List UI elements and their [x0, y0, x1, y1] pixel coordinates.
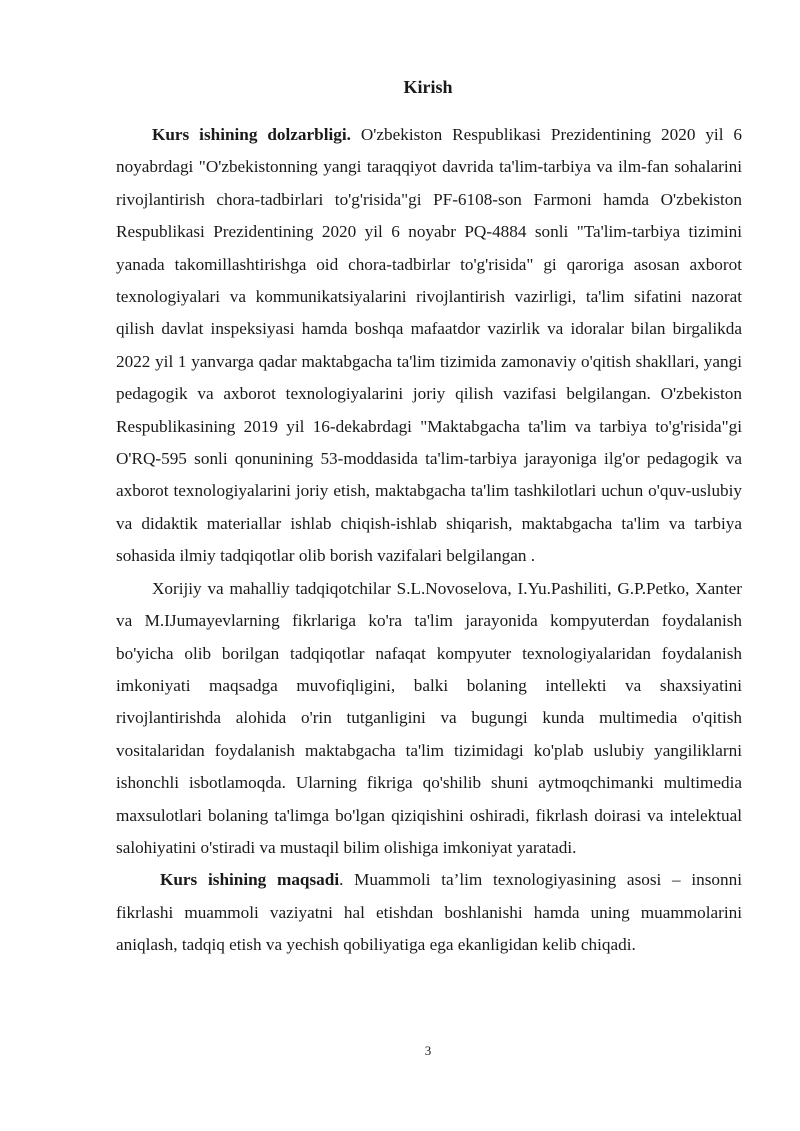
paragraph-text: . Muammoli ta’lim texnologiyasining asosi – insonni fikrlashi muammoli vaziyatni hal etishdan boshlanishi hamda uning muammolarini aniqlash, tadqiq etish va yechish qobiliyatiga ega ekanligidan kelib chiqadi.	[116, 870, 742, 955]
paragraph-maqsadi	[116, 864, 742, 961]
paragraph-lead: Kurs ishining maqsadi	[160, 870, 340, 890]
body-text	[116, 119, 742, 962]
paragraph-researchers	[116, 573, 742, 865]
paragraph-lead: Kurs ishining dolzarbligi.	[152, 125, 351, 144]
paragraph-text: O'zbekiston Respublikasi Prezidentining 2020 yil 6 noyabrdagi "O'zbekistonning yangi taraqqiyot davrida ta'lim-tarbiya va ilm-fan sohalarini rivojlantirish chora-tadbirlari to'g'risida"gi PF-6108-son Farmoni hamda O'zbekiston Respublikasi Prezidentining 2020 yil 6 noyabr PQ-4884 sonli "Ta'lim-tarbiya tizimini yanada takomillashtirishga oid chora-tadbirlar to'g'risida" gi qaroriga asosan axborot texnologiyalari va kommunikatsiyalarini rivojlantirish vazirligi, ta'lim sifatini nazorat qilish davlat inspeksiyasi hamda boshqa mafaatdor vazirlik va idoralar bilan birgalikda 2022 yil 1 yanvarga qadar maktabgacha ta'lim tizimida zamonaviy o'qitish shakllari, yangi pedagogik va axborot texnologiyalarini joriy qilish vazifasi belgilangan. O'zbekiston Respublikasining 2019 yil 16-dekabrdagi "Maktabgacha ta'lim va tarbiya to'g'risida"gi O'RQ-595 sonli qonunining 53-moddasida ta'lim-tarbiya jarayoniga ilg'or pedagogik va axborot texnologiyalarini joriy etish, maktabgacha ta'lim tashkilotlari uchun o'quv-uslubiy va didaktik materiallar ishlab chiqish-ishlab shiqarish, maktabgacha ta'lim va tarbiya sohasida ilmiy tadqiqotlar olib borish vazifalari belgilangan .	[116, 125, 742, 566]
page-number: 3	[424, 1043, 432, 1058]
paragraph-dolzarbligi	[116, 119, 742, 573]
paragraph-text: Xorijiy va mahalliy tadqiqotchilar S.L.Novoselova, I.Yu.Pashiliti, G.P.Petko, Xanter va M.IJumayevlarning fikrlariga ko'ra ta'lim jarayonida kompyuterdan foydalanish bo'yicha olib borilgan tadqiqotlar nafaqat kompyuter texnologiyalaridan foydalanish imkoniyati maqsadga muvofiqligini, balki bolaning intellekti va shaxsiyatini rivojlantirishda alohida o'rin tutganligini va bugungi kunda multimedia o'qitish vositalaridan foydalanish maktabgacha ta'lim tizimidagi ko'plab uslubiy yangiliklarni ishonchli isbotlamoqda. Ularning fikriga qo'shilib shuni aytmoqchimanki multimedia maxsulotlari bolaning ta'limga bo'lgan qiziqishini oshiradi, fikrlash doirasi va intelektual salohiyatini o'stiradi va mustaqil bilim olishiga imkoniyat yaratadi.	[116, 578, 742, 857]
page-title: Kirish	[403, 77, 453, 97]
